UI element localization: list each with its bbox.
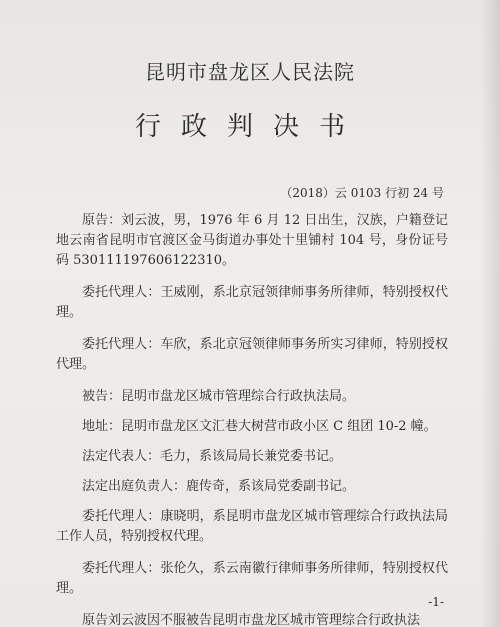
paragraph-agent-4: 委托代理人：张伦久，系云南徽行律师事务所律师，特别授权代理。	[56, 561, 448, 596]
case-number: （2018）云 0103 行初 24 号	[280, 186, 444, 200]
document-title: 行政判决书	[134, 112, 365, 142]
paragraph-agent-1: 委托代理人：王威刚，系北京冠领律师事务所律师，特别授权代理。	[56, 285, 448, 320]
document-body	[56, 211, 448, 627]
paragraph-agent-2: 委托代理人：车欣，系北京冠领律师事务所实习律师，特别授权代理。	[56, 337, 448, 372]
paragraph-case-intro: 原告刘云波因不服被告昆明市盘龙区城市管理综合行政执法	[82, 613, 421, 627]
court-name: 昆明市盘龙区人民法院	[145, 60, 355, 84]
paragraph-court-rep: 法定出庭负责人：鹿传奇，系该局党委副书记。	[82, 479, 356, 494]
paragraph-defendant: 被告：昆明市盘龙区城市管理综合行政执法局。	[82, 389, 356, 404]
paragraph-agent-3: 委托代理人：康晓明，系昆明市盘龙区城市管理综合行政执法局工作人员，特别授权代理。	[56, 509, 448, 544]
paragraph-address: 地址：昆明市盘龙区文汇巷大树营市政小区 C 组团 10-2 幢。	[82, 419, 437, 434]
paragraph-legal-rep: 法定代表人：毛力，系该局局长兼党委书记。	[82, 449, 343, 464]
page-number: -1-	[428, 595, 444, 609]
page-fold-shadow	[480, 0, 500, 627]
paragraph-plaintiff: 原告：刘云波，男，1976 年 6 月 12 日出生，汉族，户籍登记地云南省昆明市官渡区金马街道办事处十里铺村 104 号，身份证号码 530111197606122310。	[56, 213, 448, 268]
